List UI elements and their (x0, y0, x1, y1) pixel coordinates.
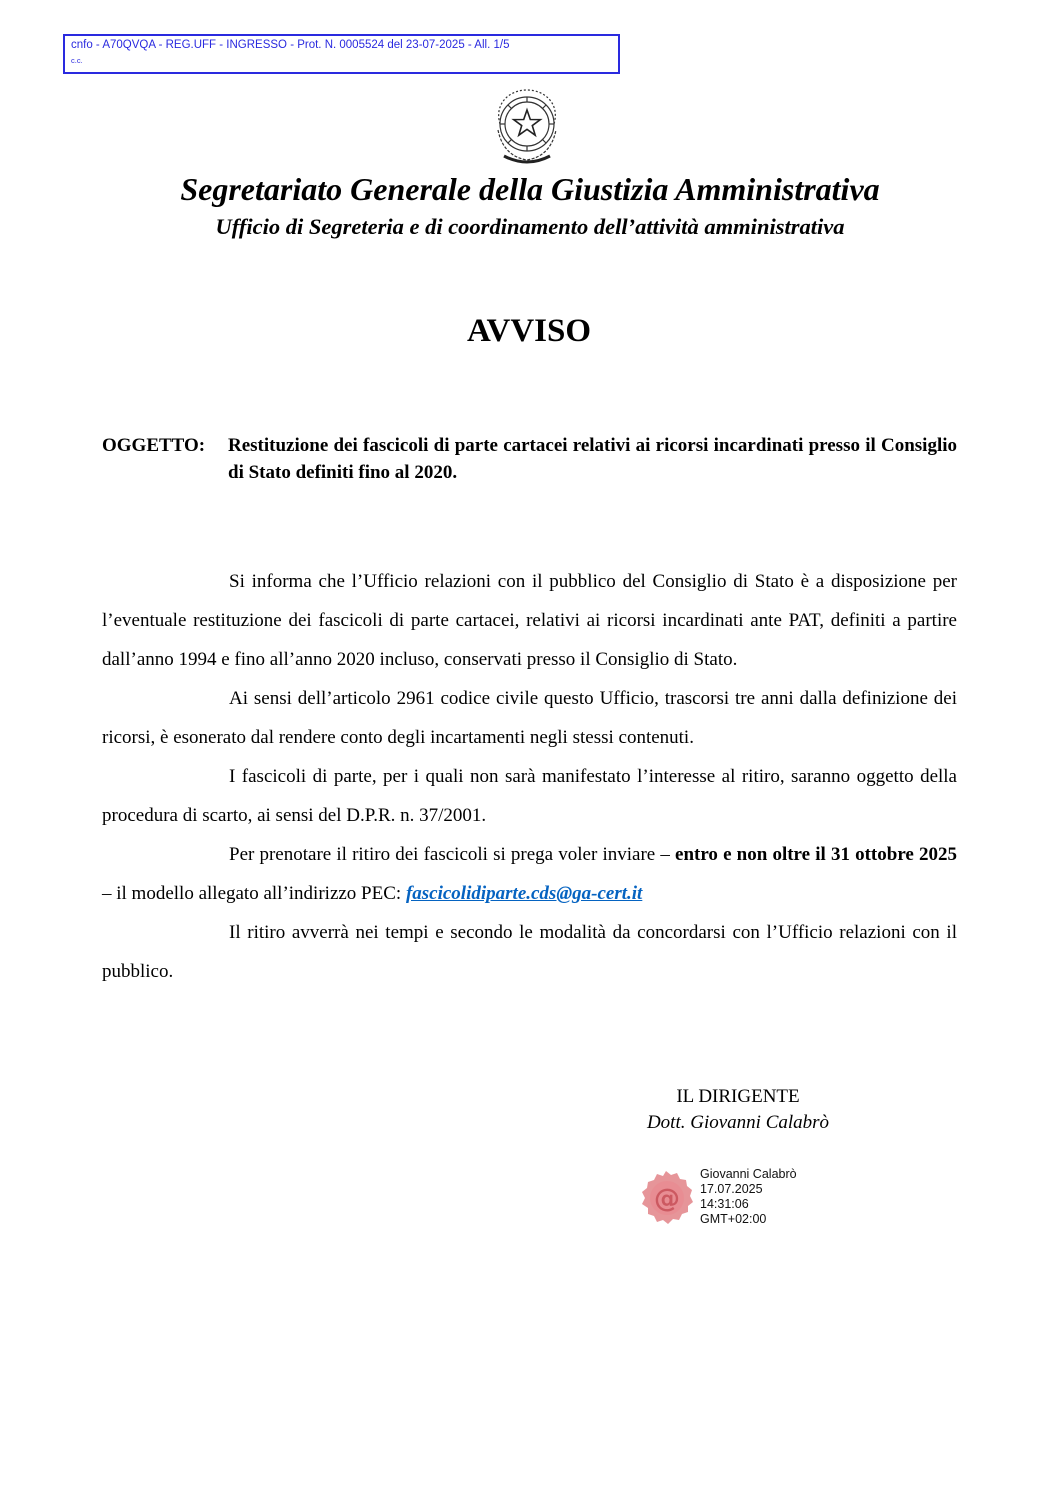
body-paragraph-1: Si informa che l’Ufficio relazioni con il pubblico del Consiglio di Stato è a disposizione per l’eventuale restituzione dei fascicoli di parte cartacei, relativi ai ricorsi incardinati ante PAT, definiti a partire dall’anno 1994 e fino all’anno 2020 incluso, conservati presso il Consiglio di Stato. (102, 571, 957, 670)
protocol-stamp (63, 34, 620, 74)
deadline-text: entro e non oltre il 31 ottobre 2025 (675, 844, 957, 865)
subject-block (102, 432, 957, 486)
svg-text:@: @ (654, 1184, 680, 1214)
pec-email-link[interactable]: fascicolidiparte.cds@ga-cert.it (405, 883, 643, 904)
body-paragraph-2: Ai sensi dell’articolo 2961 codice civile questo Ufficio, trascorsi tre anni dalla definizione dei ricorsi, è esonerato dal rendere conto degli incartamenti negli stessi contenuti. (102, 688, 957, 748)
body-paragraph-3: I fascicoli di parte, per i quali non sarà manifestato l’interesse al ritiro, saranno oggetto della procedura di scarto, ai sensi del D.P.R. n. 37/2001. (102, 766, 957, 826)
protocol-stamp-text: cnfo - A70QVQA - REG.UFF - INGRESSO - Prot. N. 0005524 del 23-07-2025 - All. 1/5 (71, 39, 510, 51)
signer-name: Dott. Giovanni Calabrò (646, 1112, 830, 1133)
header-subtitle: Ufficio di Segreteria e di coordinamento dell’attività amministrativa (215, 214, 845, 239)
body-paragraph-5: Il ritiro avverrà nei tempi e secondo le modalità da concordarsi con l’Ufficio relazioni con il pubblico. (102, 922, 957, 982)
protocol-stamp-cc: c.c. (71, 56, 83, 65)
body-paragraph-4 (102, 835, 957, 913)
header-title: Segretariato Generale della Giustizia Amministrativa (180, 171, 880, 207)
signature-time: 14:31:06 (700, 1197, 749, 1211)
subject-text: Restituzione dei fascicoli di parte cartacei relativi ai ricorsi incardinati presso il Consiglio di Stato definiti fino al 2020. (228, 435, 957, 483)
body-paragraph-4-start: Per prenotare il ritiro dei fascicoli si prega voler inviare – (229, 844, 676, 865)
signer-title: IL DIRIGENTE (676, 1086, 800, 1107)
italian-republic-emblem-icon (484, 84, 570, 168)
signature-metadata (700, 1167, 797, 1227)
notice-body (102, 562, 957, 991)
signature-date: 17.07.2025 (700, 1182, 763, 1196)
notice-title: AVVISO (466, 313, 592, 349)
digital-signature-seal-icon (636, 1168, 696, 1228)
body-paragraph-4-middle: – il modello allegato all’indirizzo PEC: (102, 883, 406, 904)
subject-label: OGGETTO: (102, 435, 206, 456)
signature-timezone: GMT+02:00 (700, 1212, 767, 1226)
signature-signer: Giovanni Calabrò (700, 1167, 797, 1181)
